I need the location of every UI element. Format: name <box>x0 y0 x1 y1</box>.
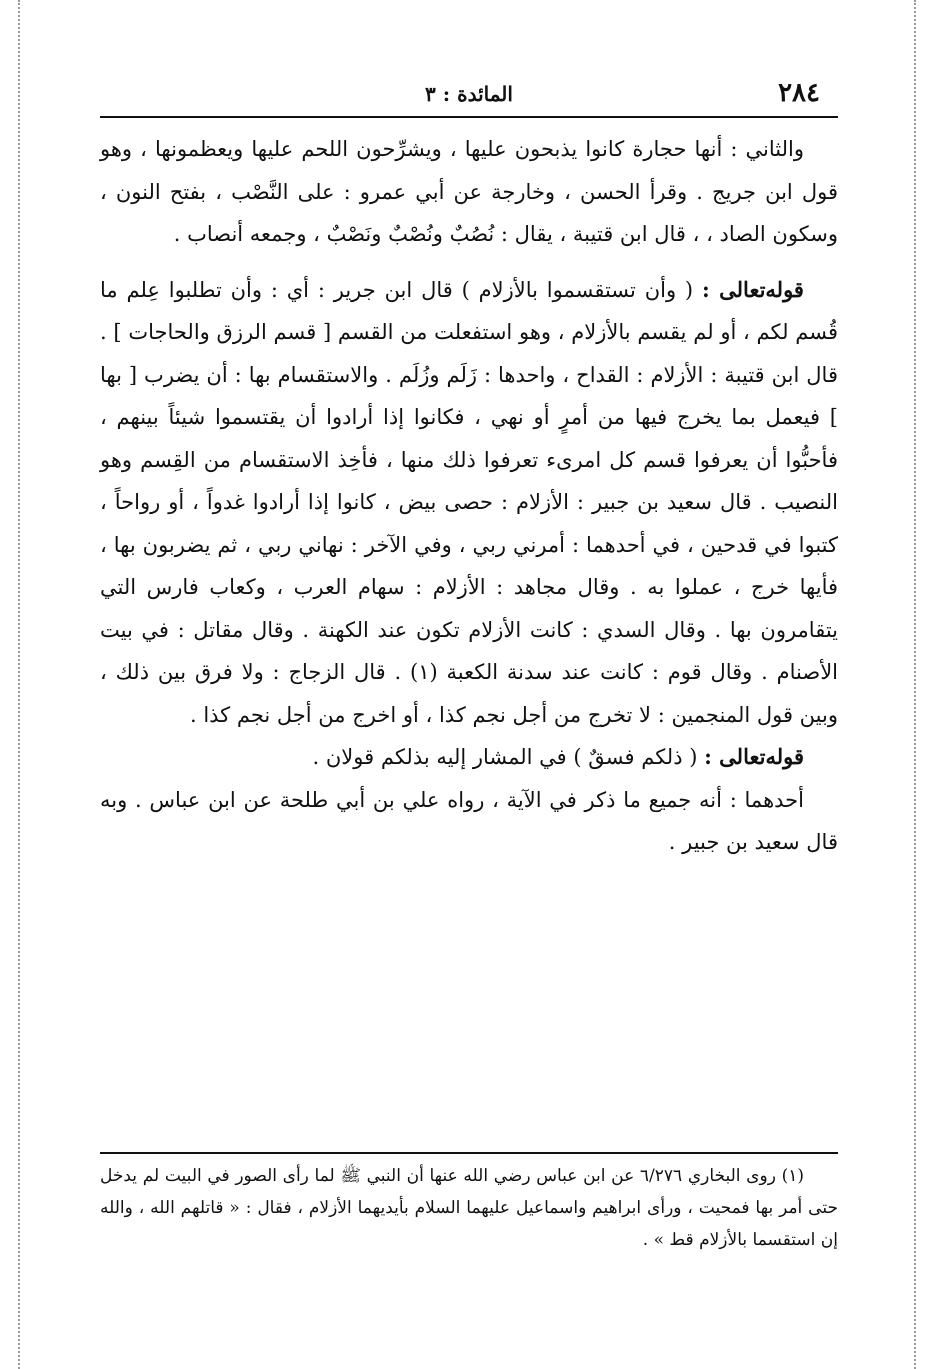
main-text <box>100 128 838 864</box>
paragraph-lead: قوله‌تعالى : <box>704 744 804 769</box>
paragraph-text: ( وأن تستقسموا بالأزلام ) قال ابن جرير : أي : وأن تطلبوا عِلم ما قُسم لكم ، أو لم يقسم بالأزلام ، وهو استفعلت من القسم [ قسم الرزق والحاجات ] . قال ابن قتيبة : الأزلام : القداح ، واحدها : زَلَم وزُلَم . والاستقسام بها : أن يضرب [ بها ] فيعمل بما يخرج فيها من أمرٍ أو نهي ، فكانوا إذا أرادوا أن يقتسموا شيئاً بينهم ، فأحبُّوا أن يعرفوا قسم كل امرىء تعرفوا ذلك منها ، فأخِذ الاستقسام من القِسم وهو النصيب . قال سعيد بن جبير : الأزلام : حصى بيض ، كانوا إذا أرادوا غدواً ، أو رواحاً ، كتبوا في قدحين ، في أحدهما : أمرني ربي ، وفي الآخر : نهاني ربي ، ثم يضربون بها ، فأيها خرج ، عملوا به . وقال مجاهد : الأزلام : سهام العرب ، وكعاب فارس التي يتقامرون بها . وقال السدي : كانت الأزلام تكون عند الكهنة . وقال مقاتل : في بيت الأصنام . وقال قوم : كانت عند سدنة الكعبة (١) . قال الزجاج : ولا فرق بين ذلك ، وبين قول المنجمين : لا تخرج من أجل نجم كذا ، أو اخرج من أجل نجم كذا . <box>100 277 838 727</box>
paragraph <box>100 736 838 779</box>
footnote: (١) روى البخاري ٦/٢٧٦ عن ابن عباس رضي الله عنها أن النبي ﷺ لما رأى الصور في البيت لم يدخل حتى أمر بها فمحيت ، ورأى ابراهيم واسماعيل عليهما السلام بأيديهما الأزلام ، فقال : « قاتلهم الله ، والله إن استقسما بالأزلام قط » . <box>100 1166 838 1250</box>
paragraph-lead: قوله‌تعالى : <box>701 276 804 302</box>
paragraph-text: أحدهما : أنه جميع ما ذكر في الآية ، رواه علي بن أبي طلحة عن ابن عباس . وبه قال سعيد بن جبير . <box>100 787 838 854</box>
paragraph <box>100 779 838 864</box>
paragraph <box>100 269 838 737</box>
page-number: ٢٨٤ <box>778 78 820 108</box>
running-title: المائدة : ٣ <box>425 82 513 106</box>
paragraph-text: ( ذلكم فسقٌ ) في المشار إليه بذلكم قولان . <box>312 745 698 769</box>
scan-edge-right <box>914 0 916 1369</box>
paragraph <box>100 128 838 256</box>
footnote-separator <box>100 1152 838 1154</box>
paragraph-text: والثاني : أنها حجارة كانوا يذبحون عليها ، ويشرِّحون اللحم عليها ويعظمونها ، وهو قول ابن جريج . وقرأ الحسن ، وخارجة عن أبي عمرو : على النَّصْب ، بفتح النون ، وسكون الصاد ، ، قال ابن قتيبة ، يقال : نُصُبٌ ونُصْبٌ ونَصْبٌ ، وجمعه أنصاب . <box>100 137 838 246</box>
page-header <box>100 70 838 118</box>
scan-edge-left <box>18 0 20 1369</box>
